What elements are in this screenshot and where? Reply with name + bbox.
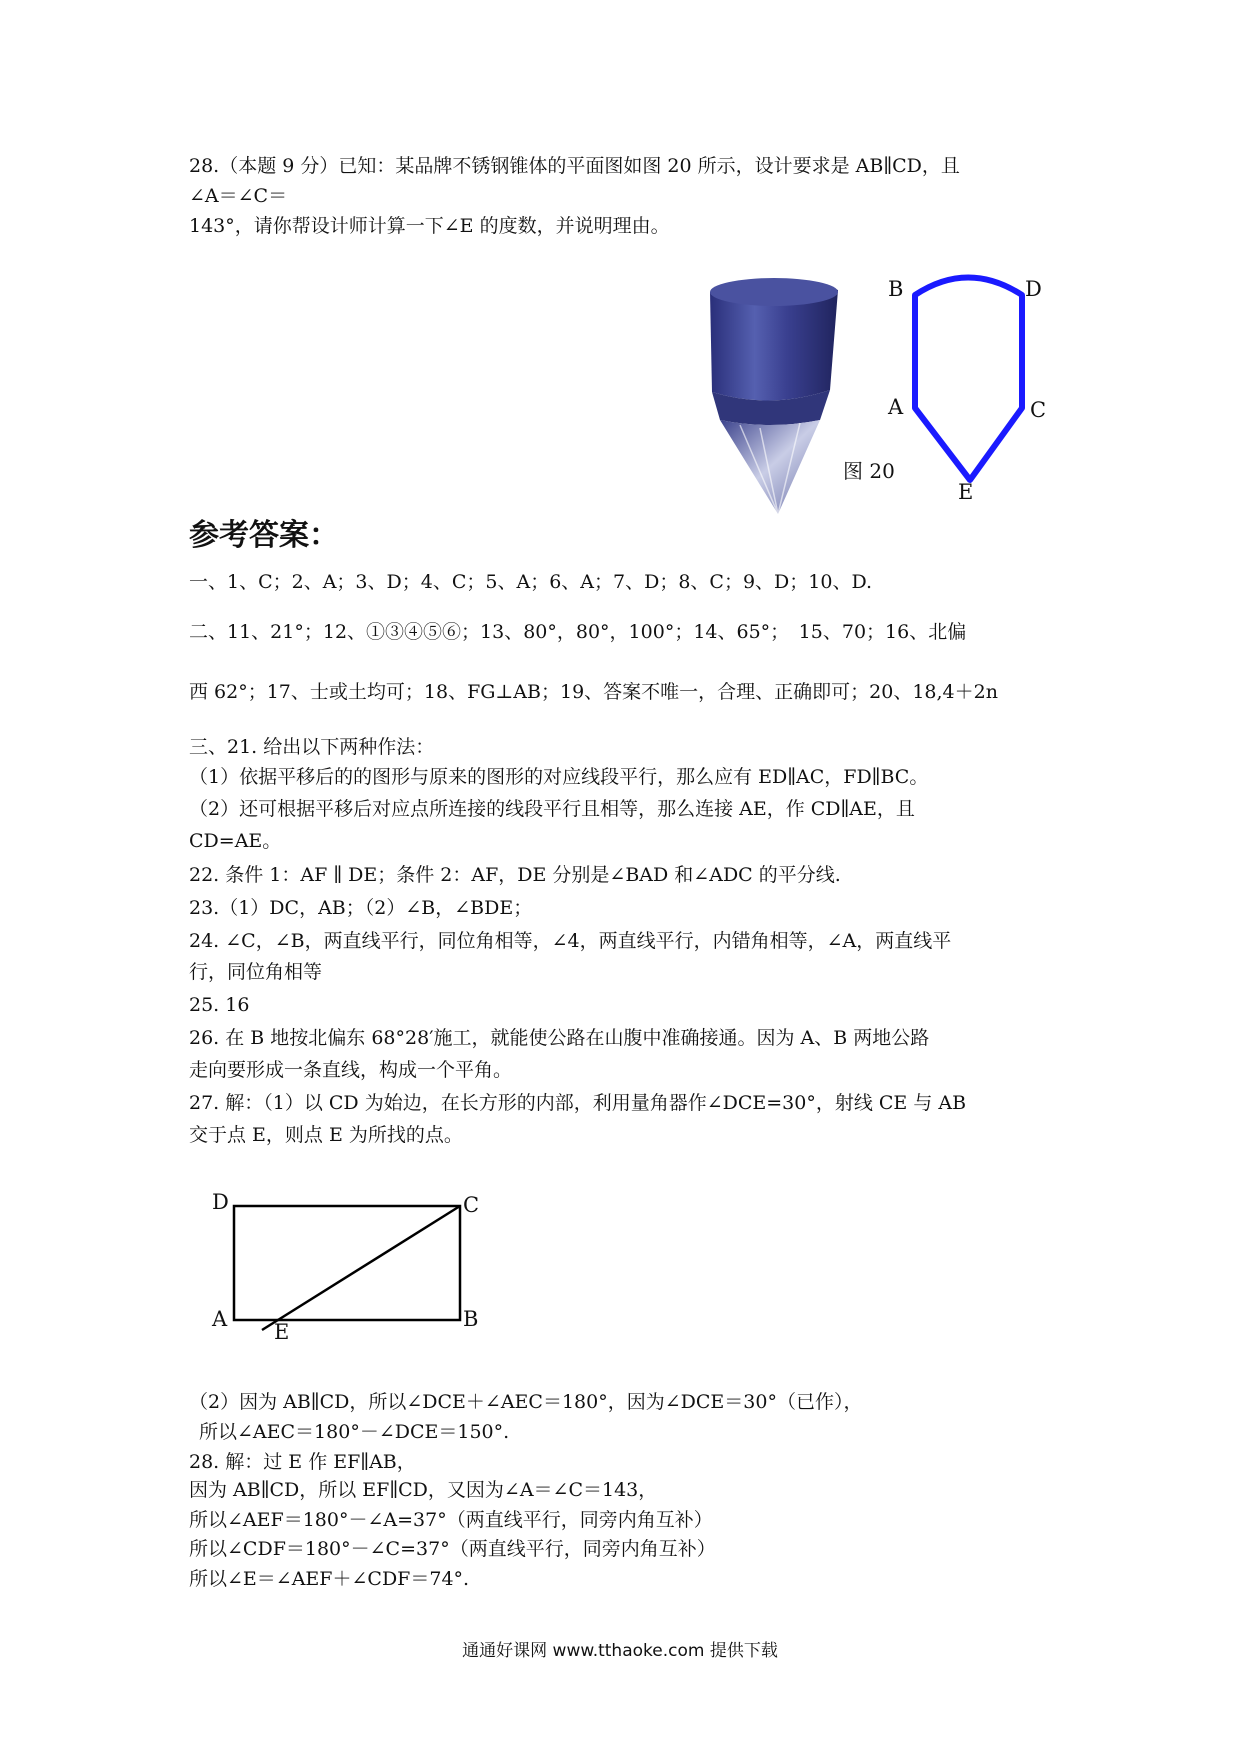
answers-heading: 参考答案： (189, 518, 339, 553)
figure-label-d: D (1025, 277, 1042, 301)
rect-label-e: E (274, 1320, 290, 1344)
problem-28-line-1: 28.（本题 9 分）已知：某品牌不锈钢锥体的平面图如图 20 所示，设计要求是 AB∥CD，且 (189, 155, 960, 177)
answer-line: 26. 在 B 地按北偏东 68°28′施工，就能使公路在山腹中准确接通。因为 A、B 两地公路 (189, 1027, 930, 1049)
rectangle-figure (230, 1200, 470, 1340)
answer-line: （2）因为 AB∥CD，所以∠DCE＋∠AEC＝180°，因为∠DCE＝30°（已作）， (189, 1391, 863, 1413)
rect-label-a: A (212, 1307, 228, 1331)
figure-label-e: E (958, 480, 974, 504)
answer-line: 23.（1）DC，AB；（2）∠B，∠BDE； (189, 897, 533, 919)
answer-line: 行，同位角相等 (189, 961, 323, 983)
answer-line: 27. 解：（1）以 CD 为始边，在长方形的内部，利用量角器作∠DCE=30°，射线 CE 与 AB (189, 1092, 967, 1114)
answer-line: 25. 16 (189, 994, 250, 1016)
figure-label-c: C (1030, 398, 1047, 422)
rect-label-c: C (463, 1193, 480, 1217)
figure-label-a: A (888, 395, 904, 419)
answer-line: 二、11、21°；12、①③④⑤⑥；13、80°，80°，100°；14、65°； 15、70；16、北偏 (189, 621, 967, 643)
answer-line: 22. 条件 1：AF ∥ DE；条件 2：AF，DE 分别是∠BAD 和∠ADC 的平分线. (189, 864, 841, 886)
answer-line: 一、1、C；2、A；3、D；4、C；5、A；6、A；7、D；8、C；9、D；10、D. (189, 571, 873, 593)
answer-line: 所以∠AEF＝180°－∠A=37°（两直线平行，同旁内角互补） (189, 1509, 713, 1531)
figure-caption: 图 20 (843, 459, 895, 483)
answer-line: 24. ∠C，∠B，两直线平行，同位角相等，∠4，两直线平行，内错角相等，∠A，两直线平 (189, 930, 952, 952)
answer-line: （1）依据平移后的的图形与原来的图形的对应线段平行，那么应有 ED∥AC，FD∥BC。 (189, 766, 929, 788)
page-footer: 通通好课网 www.tthaoke.com 提供下载 (462, 1641, 778, 1661)
answer-line: 走向要形成一条直线，构成一个平角。 (189, 1059, 513, 1081)
figure-label-b: B (888, 277, 904, 301)
figure-20-outline (900, 270, 1040, 490)
rect-label-d: D (212, 1190, 229, 1214)
answer-line: 所以∠AEC＝180°－∠DCE＝150°. (199, 1421, 510, 1443)
answer-line: CD=AE。 (189, 830, 282, 852)
problem-28-line-2: ∠A＝∠C＝ (189, 185, 288, 207)
cone-photo (700, 270, 850, 520)
answer-line: 所以∠E＝∠AEF＋∠CDF＝74°. (189, 1568, 470, 1590)
answer-line: 因为 AB∥CD，所以 EF∥CD，又因为∠A＝∠C＝143， (189, 1479, 658, 1501)
answer-line: 所以∠CDF＝180°－∠C=37°（两直线平行，同旁内角互补） (189, 1538, 716, 1560)
answer-line: 28. 解：过 E 作 EF∥AB， (189, 1451, 416, 1473)
answer-line: （2）还可根据平移后对应点所连接的线段平行且相等，那么连接 AE，作 CD∥AE，且 (189, 798, 915, 820)
answer-line: 交于点 E，则点 E 为所找的点。 (189, 1124, 463, 1146)
problem-28-line-3: 143°，请你帮设计师计算一下∠E 的度数，并说明理由。 (189, 215, 670, 237)
rect-label-b: B (463, 1307, 479, 1331)
answer-line: 西 62°；17、士或土均可；18、FG⊥AB；19、答案不唯一，合理、正确即可；20、18,4＋2n (189, 681, 998, 703)
answer-line: 三、21. 给出以下两种作法： (189, 736, 435, 758)
